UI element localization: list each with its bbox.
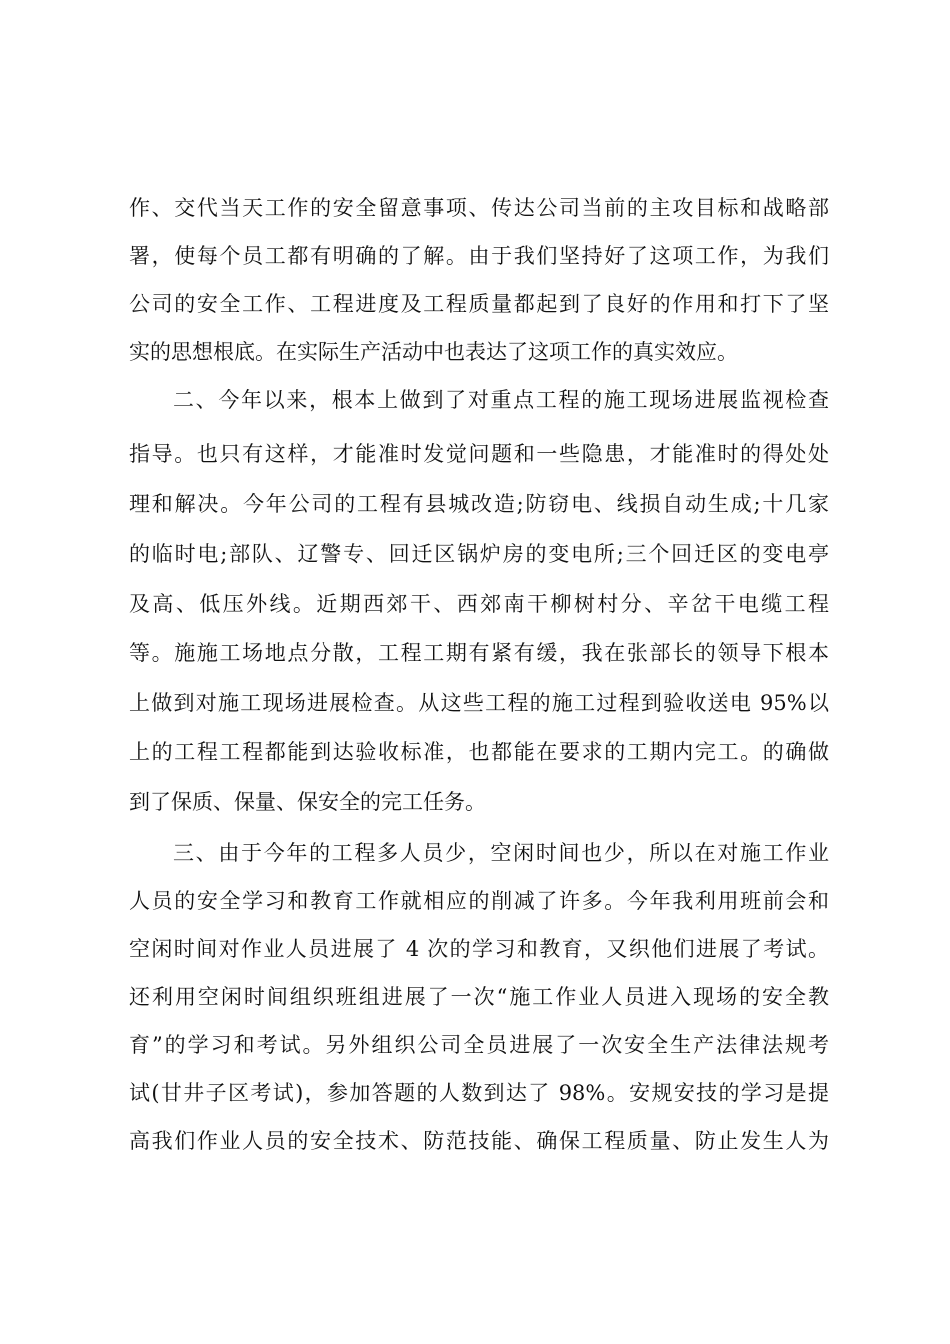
- paragraph-line: 到了保质、保量、保安全的完工任务。: [129, 790, 486, 814]
- paragraph-line: 试(甘井子区考试)，参加答题的人数到达了 98%。安规安技的学习是提: [129, 1081, 829, 1105]
- paragraph-line: 高我们作业人员的安全技术、防范技能、确保工程质量、防止发生人为: [129, 1129, 829, 1153]
- paragraph-line: 指导。也只有这样，才能准时发觉问题和一些隐患，才能准时的得处处: [129, 442, 829, 466]
- paragraph-line: 公司的安全工作、工程进度及工程质量都起到了良好的作用和打下了坚: [129, 292, 829, 316]
- paragraph-line: 二、今年以来，根本上做到了对重点工程的施工现场进展监视检查: [173, 388, 829, 412]
- paragraph-line: 上的工程工程都能到达验收标准，也都能在要求的工期内完工。的确做: [129, 740, 829, 764]
- paragraph-line: 育”的学习和考试。另外组织公司全员进展了一次安全生产法律法规考: [129, 1033, 829, 1057]
- paragraph-line: 三、由于今年的工程多人员少，空闲时间也少，所以在对施工作业: [173, 841, 829, 865]
- paragraph-line: 及高、低压外线。近期西郊干、西郊南干柳树村分、辛岔干电缆工程: [129, 592, 829, 616]
- paragraph-line: 空闲时间对作业人员进展了 4 次的学习和教育，又织他们进展了考试。: [129, 937, 829, 961]
- paragraph-line: 等。施施工场地点分散，工程工期有紧有缓，我在张部长的领导下根本: [129, 641, 829, 665]
- paragraph-line: 人员的安全学习和教育工作就相应的削减了许多。今年我利用班前会和: [129, 889, 829, 913]
- paragraph-line: 署，使每个员工都有明确的了解。由于我们坚持好了这项工作，为我们: [129, 244, 829, 268]
- paragraph-line: 上做到对施工现场进展检查。从这些工程的施工过程到验收送电 95%以: [129, 691, 829, 715]
- paragraph-line: 理和解决。今年公司的工程有县城改造;防窃电、线损自动生成;十几家: [129, 492, 829, 516]
- paragraph-line: 作、交代当天工作的安全留意事项、传达公司当前的主攻目标和战略部: [129, 196, 829, 220]
- paragraph-line: 实的思想根底。在实际生产活动中也表达了这项工作的真实效应。: [129, 340, 738, 364]
- paragraph-line: 还利用空闲时间组织班组进展了一次“施工作业人员进入现场的安全教: [129, 985, 829, 1009]
- paragraph-line: 的临时电;部队、辽警专、回迁区锅炉房的变电所;三个回迁区的变电亭: [129, 542, 829, 566]
